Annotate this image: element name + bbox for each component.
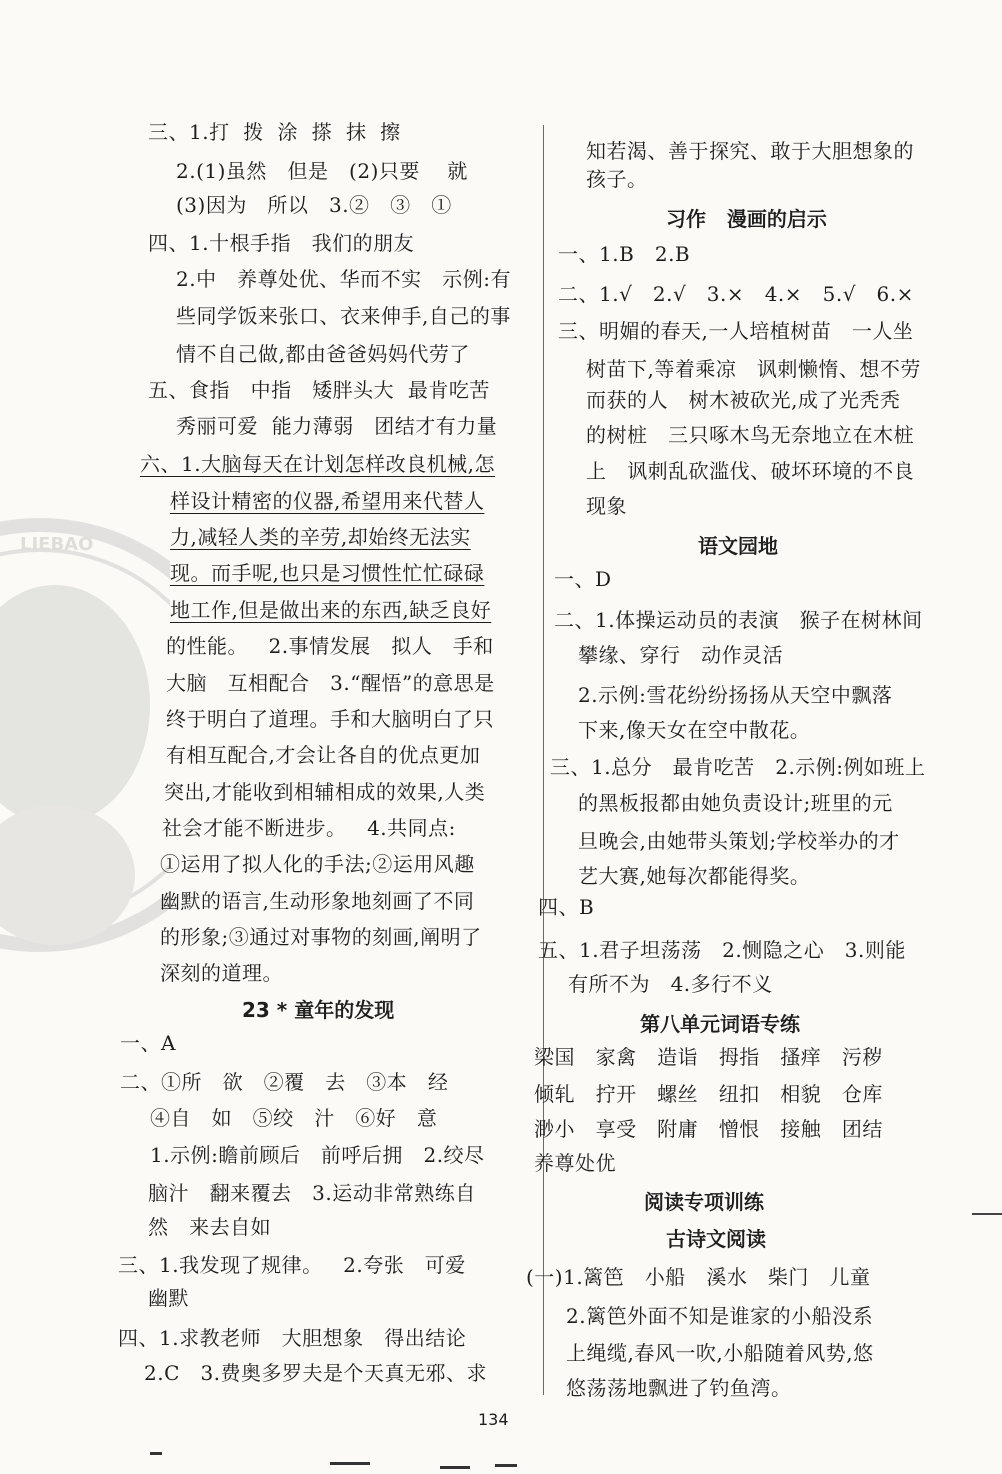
scan-artifact [150, 1452, 162, 1455]
answer-line: 终于明白了道理。手和大脑明白了只 [166, 707, 494, 731]
answer-line: 一、1.B 2.B [558, 242, 691, 266]
answer-line: 三、1.我发现了规律。 2.夸张 可爱 [118, 1253, 466, 1277]
answer-line: 倾轧 拧开 螺丝 纽扣 相貌 仓库 [534, 1082, 883, 1106]
watermark-stamp [0, 505, 170, 1015]
answer-line: 一、D [554, 567, 612, 591]
column-divider [543, 125, 544, 1395]
section-heading: 23 * 童年的发现 [242, 998, 395, 1022]
answer-line: 一、A [120, 1031, 176, 1055]
answer-line: 深刻的道理。 [160, 961, 283, 985]
answer-line: 突出,才能收到相辅相成的效果,人类 [164, 780, 486, 804]
answer-line: 社会才能不断进步。 4.共同点: [162, 816, 456, 840]
answer-line: 的黑板报都由她负责设计;班里的元 [578, 791, 893, 815]
answer-line: 艺大赛,她每次都能得奖。 [578, 864, 811, 888]
answer-line: 悠荡荡地飘进了钓鱼湾。 [566, 1376, 792, 1400]
answer-line: 知若渴、善于探究、敢于大胆想象的 [586, 139, 914, 163]
answer-line: 然 来去自如 [148, 1215, 272, 1239]
answer-line: 三、1.打 拨 涂 搽 抹 擦 [148, 120, 401, 144]
answer-line: 地工作,但是做出来的东西,缺乏良好 [170, 598, 492, 622]
answer-line: 六、1.大脑每天在计划怎样改良机械,怎 [140, 452, 495, 476]
answer-line: 秀丽可爱 能力薄弱 团结才有力量 [176, 414, 498, 438]
answer-line: 2.C 3.费奥多罗夫是个天真无邪、求 [144, 1361, 488, 1385]
scan-artifact [330, 1462, 370, 1465]
section-heading: 语文园地 [698, 534, 778, 558]
answer-line: 五、1.君子坦荡荡 2.恻隐之心 3.则能 [538, 938, 906, 962]
answer-line: 现象 [586, 494, 627, 518]
answer-line: 渺小 享受 附庸 憎恨 接触 团结 [534, 1117, 883, 1141]
answer-line: 二、①所 欲 ②覆 去 ③本 经 [120, 1070, 449, 1094]
answer-line: 2.中 养尊处优、华而不实 示例:有 [176, 267, 511, 291]
answer-line: 幽默 [148, 1286, 189, 1310]
answer-line: ④自 如 ⑤绞 汁 ⑥好 意 [150, 1106, 438, 1130]
section-heading: 阅读专项训练 [644, 1190, 764, 1214]
answer-line: 幽默的语言,生动形象地刻画了不同 [160, 889, 475, 913]
answer-line: 树苗下,等着乘凉 讽刺懒惰、想不劳 [586, 357, 921, 381]
answer-line: 现。而手呢,也只是习惯性忙忙碌碌 [170, 561, 485, 585]
answer-line: 力,减轻人类的辛劳,却始终无法实 [170, 525, 471, 549]
answer-line: 二、1.体操运动员的表演 猴子在树林间 [554, 608, 923, 632]
answer-line: 2.示例:雪花纷纷扬扬从天空中飘落 [578, 683, 893, 707]
answer-line: 样设计精密的仪器,希望用来代替人 [170, 489, 485, 513]
answer-line: 四、B [538, 895, 595, 919]
answer-line: 五、食指 中指 矮胖头大 最肯吃苦 [148, 378, 490, 402]
answer-line: (一)1.篱笆 小船 溪水 柴门 儿童 [526, 1265, 871, 1289]
answer-line: 而获的人 树木被砍光,成了光秃秃 [586, 388, 901, 412]
answer-line: 些同学饭来张口、衣来伸手,自己的事 [176, 304, 511, 328]
section-heading: 第八单元词语专练 [640, 1012, 800, 1036]
answer-line: 有相互配合,才会让各自的优点更加 [166, 743, 481, 767]
answer-line: 四、1.十根手指 我们的朋友 [148, 231, 415, 255]
section-heading: 习作 漫画的启示 [666, 207, 827, 231]
answer-line: 1.示例:瞻前顾后 前呼后拥 2.绞尽 [150, 1143, 485, 1167]
answer-line: 二、1.√ 2.√ 3.× 4.× 5.√ 6.× [558, 282, 914, 306]
svg-text:LIEBAO: LIEBAO [20, 534, 94, 555]
answer-line: 四、1.求教老师 大胆想象 得出结论 [118, 1326, 467, 1350]
page-number: 134 [478, 1410, 509, 1429]
answer-line: 的树桩 三只啄木鸟无奈地立在木桩 [586, 423, 915, 447]
answer-line: 的形象;③通过对事物的刻画,阐明了 [160, 925, 482, 949]
answer-line: 情不自己做,都由爸爸妈妈代劳了 [176, 342, 470, 366]
answer-line: 上绳缆,春风一吹,小船随着风势,悠 [566, 1341, 874, 1365]
answer-line: (3)因为 所以 3.② ③ ① [176, 193, 452, 217]
answer-line: 旦晚会,由她带头策划;学校举办的才 [578, 829, 900, 853]
margin-mark [972, 1213, 1002, 1215]
answer-line: 三、明媚的春天,一人培植树苗 一人坐 [558, 319, 914, 343]
scan-artifact [495, 1464, 517, 1467]
answer-line: 2.(1)虽然 但是 (2)只要 就 [176, 159, 468, 183]
answer-line: 大脑 互相配合 3.“醒悟”的意思是 [166, 671, 495, 695]
section-heading: 古诗文阅读 [666, 1227, 766, 1251]
scan-artifact [440, 1466, 470, 1469]
answer-line: ①运用了拟人化的手法;②运用风趣 [160, 852, 475, 876]
answer-line: 攀缘、穿行 动作灵活 [578, 643, 784, 667]
answer-line: 梁国 家禽 造诣 拇指 搔痒 污秽 [534, 1045, 883, 1069]
answer-line: 养尊处优 [534, 1151, 616, 1175]
answer-line: 2.篱笆外面不知是谁家的小船没系 [566, 1304, 874, 1328]
answer-line: 上 讽刺乱砍滥伐、破坏环境的不良 [586, 459, 915, 483]
answer-line: 下来,像天女在空中散花。 [578, 718, 811, 742]
answer-line: 脑汁 翻来覆去 3.运动非常熟练自 [148, 1181, 476, 1205]
answer-line: 三、1.总分 最肯吃苦 2.示例:例如班上 [550, 755, 926, 779]
answer-line: 有所不为 4.多行不义 [568, 972, 773, 996]
answer-line: 的性能。 2.事情发展 拟人 手和 [166, 634, 494, 658]
answer-line: 孩子。 [586, 167, 648, 191]
